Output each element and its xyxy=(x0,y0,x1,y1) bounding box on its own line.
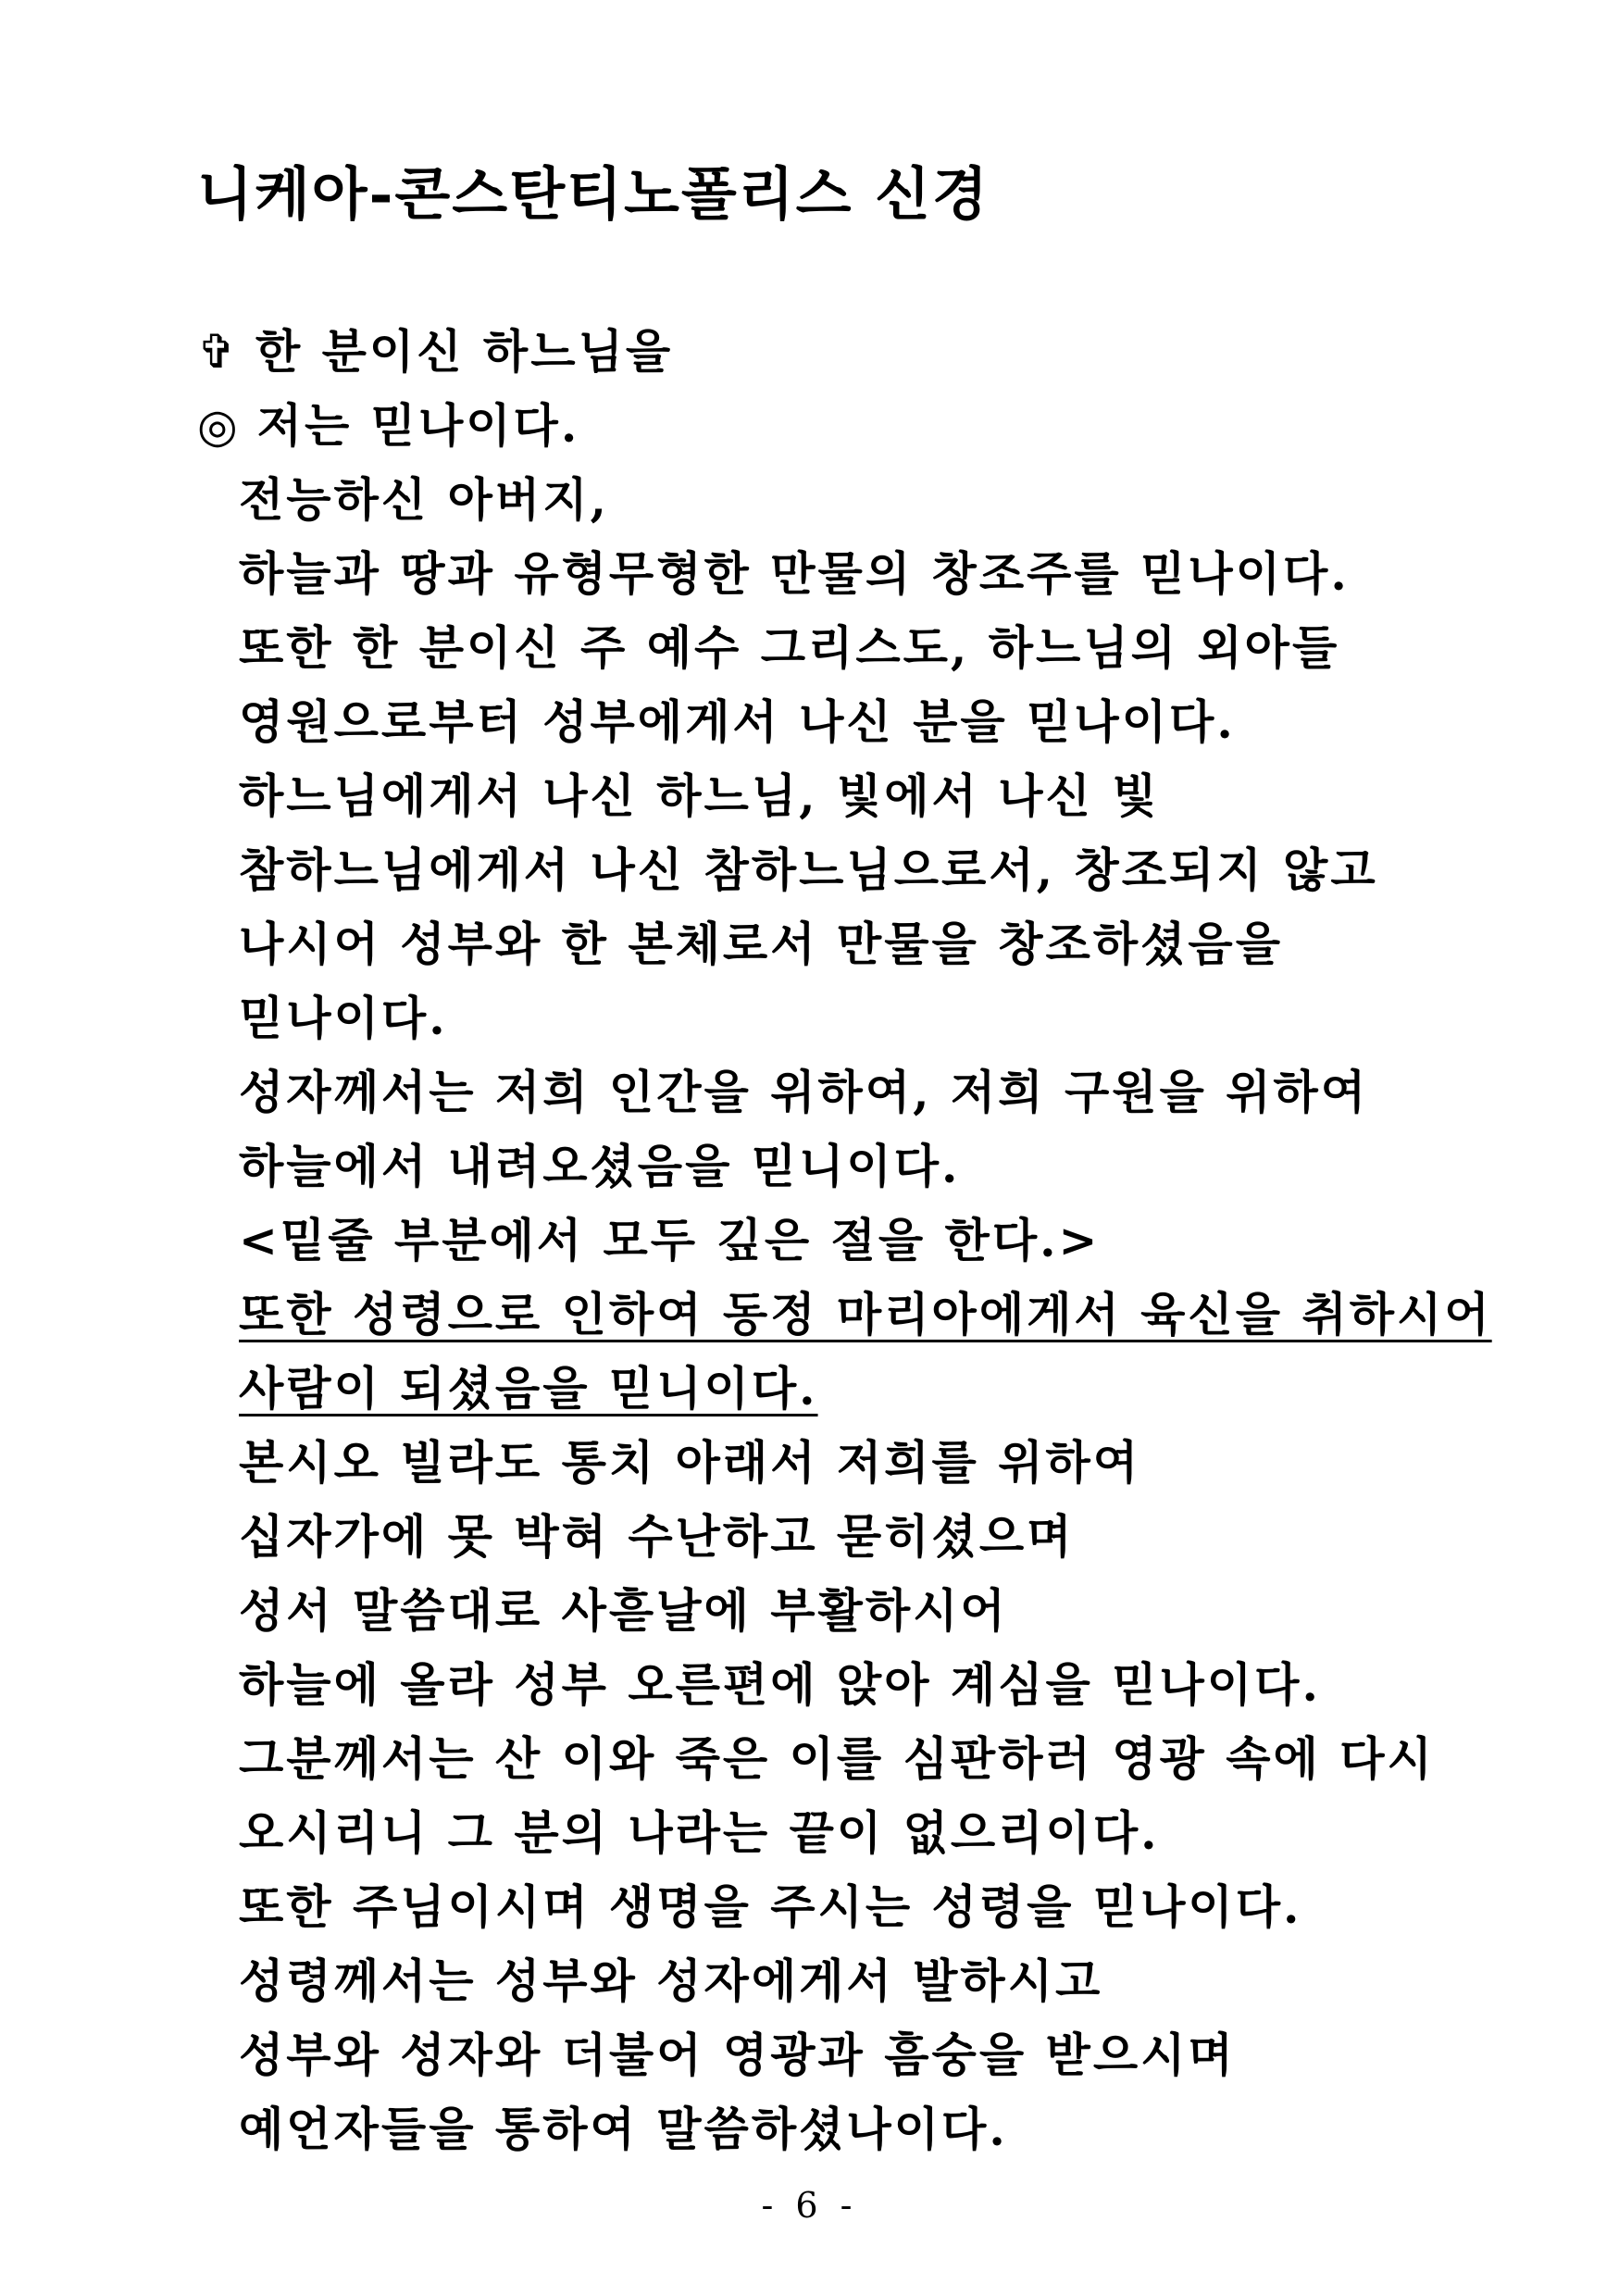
line-text: 저는 믿나이다. xyxy=(256,398,580,453)
bullseye-icon: ◎ xyxy=(197,399,241,453)
text-line xyxy=(239,694,1236,750)
line-text: 본시오 빌라도 통치 아래서 저희를 위하여 xyxy=(239,1435,1141,1490)
text-line xyxy=(239,1657,1321,1713)
line-text: 사람이 되셨음을 믿니이다. xyxy=(239,1361,818,1416)
line-text: 하늘에 올라 성부 오른편에 앉아 계심을 믿나이다. xyxy=(239,1657,1321,1712)
text-line xyxy=(239,1879,1301,1935)
line-text: 그분께서는 산 이와 죽은 이를 심판하러 영광 속에 다시 xyxy=(239,1731,1435,1786)
line-text: 성서 말씀대로 사흗날에 부활하시어 xyxy=(239,1583,1008,1638)
line-text: 예언자들을 통하여 말씀하셨나이다. xyxy=(239,2102,1008,2156)
line-text: 영원으로부터 성부에게서 나신 분을 믿나이다. xyxy=(239,694,1236,749)
line-text: 전능하신 아버지, xyxy=(239,472,609,527)
page-number: - 6 - xyxy=(761,2185,858,2226)
text-line xyxy=(197,398,579,454)
text-line xyxy=(239,1953,1102,2009)
text-line xyxy=(239,1287,1492,1342)
line-text: 또한 한 분이신 주 예수 그리스도, 하느님의 외아들 xyxy=(239,620,1340,675)
line-text: 하늘과 땅과 유형무형한 만물의 창조주를 믿나이다. xyxy=(239,546,1350,601)
text-line xyxy=(239,1435,1140,1491)
cross-icon: ✞ xyxy=(197,325,239,379)
line-text: 십자가에 못 박혀 수난하고 묻히셨으며 xyxy=(239,1509,1075,1564)
line-text: 나시어 성부와 한 본체로서 만물을 창조하셨음을 xyxy=(239,917,1284,971)
line-text: 성자께서는 저희 인간을 위하여, 저희 구원을 위하여 xyxy=(239,1065,1369,1119)
text-line xyxy=(239,1509,1074,1565)
line-text: 참하느님에게서 나신 참하느님으로서, 창조되지 않고 xyxy=(239,842,1378,897)
text-line xyxy=(239,472,609,528)
line-text: 하느님에게서 나신 하느님, 빛에서 나신 빛 xyxy=(239,768,1160,823)
text-line xyxy=(197,324,673,380)
line-text: 오시리니 그 분의 나라는 끝이 없으리이다. xyxy=(239,1805,1160,1860)
text-line xyxy=(239,620,1339,676)
line-text: 또한 성령으로 인하여 동정 마리아에게서 육신을 취하시어 xyxy=(239,1287,1492,1341)
line-text: 성부와 성자와 더불어 영광과 흠숭을 받으시며 xyxy=(239,2028,1236,2082)
text-line xyxy=(239,2028,1236,2083)
line-text: 성령께서는 성부와 성자에게서 발하시고 xyxy=(239,1953,1103,2008)
text-line xyxy=(239,1361,818,1416)
text-line xyxy=(239,1583,1008,1639)
text-line xyxy=(239,1805,1160,1861)
text-line xyxy=(239,546,1350,602)
text-line xyxy=(239,1139,960,1194)
line-text: 한 분이신 하느님을 xyxy=(255,324,674,379)
line-text: 하늘에서 내려오셨음을 믿니이다. xyxy=(239,1139,961,1193)
text-line xyxy=(239,842,1378,898)
text-line xyxy=(239,991,448,1046)
text-line xyxy=(239,768,1160,824)
line-text: 믿나이다. xyxy=(239,991,448,1045)
text-line xyxy=(239,1213,1100,1268)
text-line xyxy=(239,1065,1368,1120)
line-text: 또한 주님이시며 생명을 주시는 성령을 믿나이다. xyxy=(239,1879,1302,1934)
page-title: 니케아-콘스탄티노폴리스 신경 xyxy=(197,160,990,228)
text-line xyxy=(239,1731,1435,1787)
text-line xyxy=(239,917,1283,972)
line-text: <밑줄 부분에서 모두 깊은 절을 한다.> xyxy=(239,1213,1101,1267)
text-line xyxy=(239,2102,1008,2157)
